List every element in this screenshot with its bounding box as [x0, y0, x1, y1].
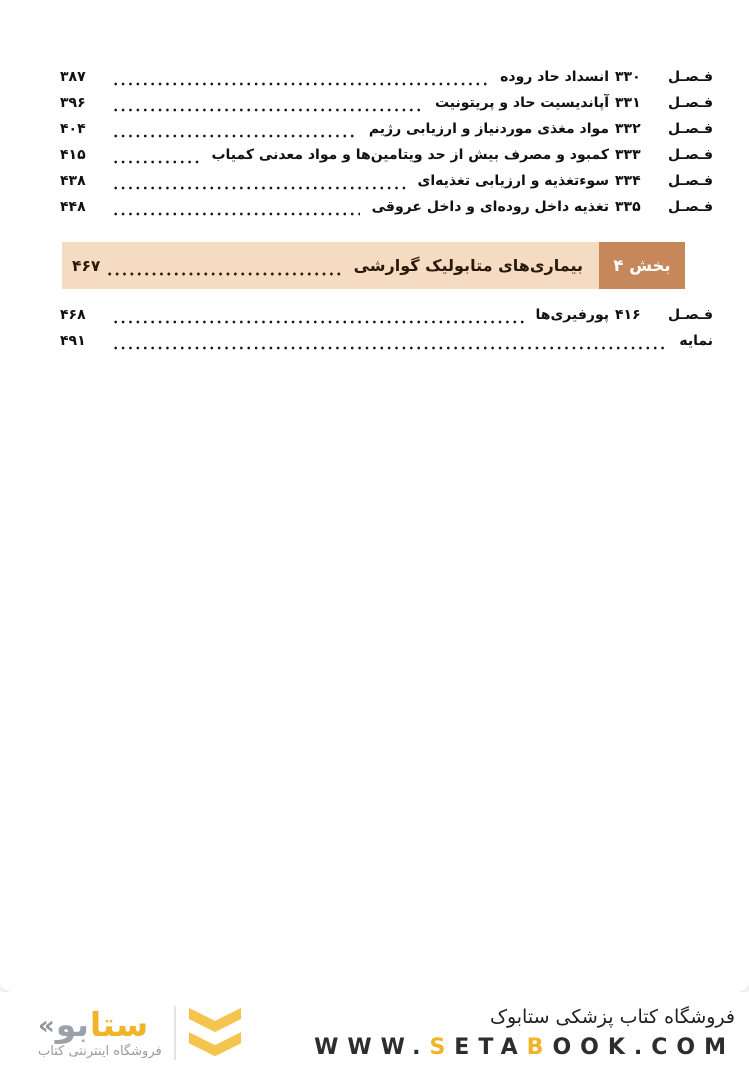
url-segment: ETA — [454, 1035, 527, 1060]
chapter-number: ۴۱۶ — [615, 307, 641, 323]
toc-row — [60, 64, 713, 90]
index-title: نمایه — [679, 333, 713, 349]
url-segment-gold: S — [429, 1035, 455, 1060]
chapter-label: فـصـل — [667, 173, 713, 189]
chapter-title: آپاندیسیت حاد و پریتونیت — [434, 95, 609, 111]
dotted-leader — [112, 152, 199, 164]
chapter-label: فـصـل — [667, 121, 713, 137]
dotted-leader — [112, 100, 423, 112]
page-number: ۴۴۸ — [60, 199, 86, 215]
footer-bar — [0, 992, 749, 1080]
page-number: ۴۰۴ — [60, 121, 86, 137]
dotted-leader — [112, 126, 357, 138]
dotted-leader — [112, 338, 667, 350]
chapter-cell — [615, 173, 713, 189]
url-segment: WWW. — [314, 1035, 430, 1060]
table-of-contents — [0, 0, 749, 354]
section-part-badge: بخش ۴ — [599, 242, 685, 289]
chapter-title: مواد مغذی موردنیاز و ارزیابی رژیم — [368, 121, 609, 137]
chapter-title: کمبود و مصرف بیش از حد ویتامین‌ها و مواد معدنی کمیاب — [211, 147, 609, 163]
section-title: بیماری‌های متابولیک گوارشی — [353, 256, 583, 275]
logo-divider — [174, 1006, 176, 1060]
footer-store-info — [314, 1006, 735, 1060]
chapter-number: ۳۳۴ — [615, 173, 641, 189]
url-segment-gold: B — [526, 1035, 553, 1060]
chapter-number: ۳۳۲ — [615, 121, 641, 137]
index-row — [60, 328, 713, 354]
page-number: ۳۹۶ — [60, 95, 86, 111]
logo-wordmark — [38, 1004, 162, 1044]
chapter-cell — [615, 147, 713, 163]
double-chevron-down-icon — [188, 1002, 242, 1064]
page-number: ۴۳۸ — [60, 173, 86, 189]
chapter-label: فـصـل — [667, 307, 713, 323]
toc-row — [60, 302, 713, 328]
store-title: فروشگاه کتاب پزشکی ستابوک — [489, 1006, 735, 1028]
chapter-number: ۳۳۳ — [615, 147, 641, 163]
url-segment: OOK.COM — [552, 1035, 735, 1060]
chapter-label: فـصـل — [667, 95, 713, 111]
wordmark-gray-part: بو — [55, 1004, 89, 1044]
page-number: ۳۸۷ — [60, 69, 86, 85]
chapter-cell — [615, 69, 713, 85]
toc-row — [60, 116, 713, 142]
chapter-title: تغذیه داخل روده‌ای و داخل عروقی — [371, 199, 609, 215]
chapter-cell — [615, 95, 713, 111]
section-page-number: ۴۶۷ — [72, 256, 101, 275]
guillemet-mark: « — [38, 1010, 55, 1041]
chapter-cell — [615, 307, 713, 323]
setabook-logo — [38, 1002, 242, 1064]
toc-row — [60, 90, 713, 116]
chapter-title: پورفیری‌ها — [535, 307, 609, 323]
site-url — [314, 1035, 735, 1060]
toc-row — [60, 168, 713, 194]
chapter-title: انسداد حاد روده — [500, 69, 609, 85]
page-number: ۴۹۱ — [60, 333, 86, 349]
page-number: ۴۱۵ — [60, 147, 86, 163]
chapter-label: فـصـل — [667, 69, 713, 85]
chapter-label: فـصـل — [667, 199, 713, 215]
chapter-number: ۳۳۵ — [615, 199, 641, 215]
dotted-leader — [106, 264, 343, 276]
dotted-leader — [112, 312, 524, 324]
dotted-leader — [112, 204, 360, 216]
toc-row — [60, 142, 713, 168]
chapter-cell — [615, 199, 713, 215]
chapter-cell — [615, 121, 713, 137]
chapter-number: ۳۳۰ — [615, 69, 641, 85]
dotted-leader — [112, 178, 406, 190]
wordmark-gold-part: ستا — [89, 1004, 149, 1044]
dotted-leader — [112, 74, 488, 86]
section-band — [62, 242, 685, 289]
toc-row — [60, 194, 713, 220]
page-number: ۴۶۸ — [60, 307, 86, 323]
toc-after-band — [60, 302, 713, 354]
chapter-title: سوءتغذیه و ارزیابی تغذیه‌ای — [417, 173, 609, 189]
logo-caption: فروشگاه اینترنتی کتاب — [38, 1043, 162, 1059]
chapter-label: فـصـل — [667, 147, 713, 163]
logo-text-column — [38, 1004, 162, 1059]
chapter-number: ۳۳۱ — [615, 95, 641, 111]
